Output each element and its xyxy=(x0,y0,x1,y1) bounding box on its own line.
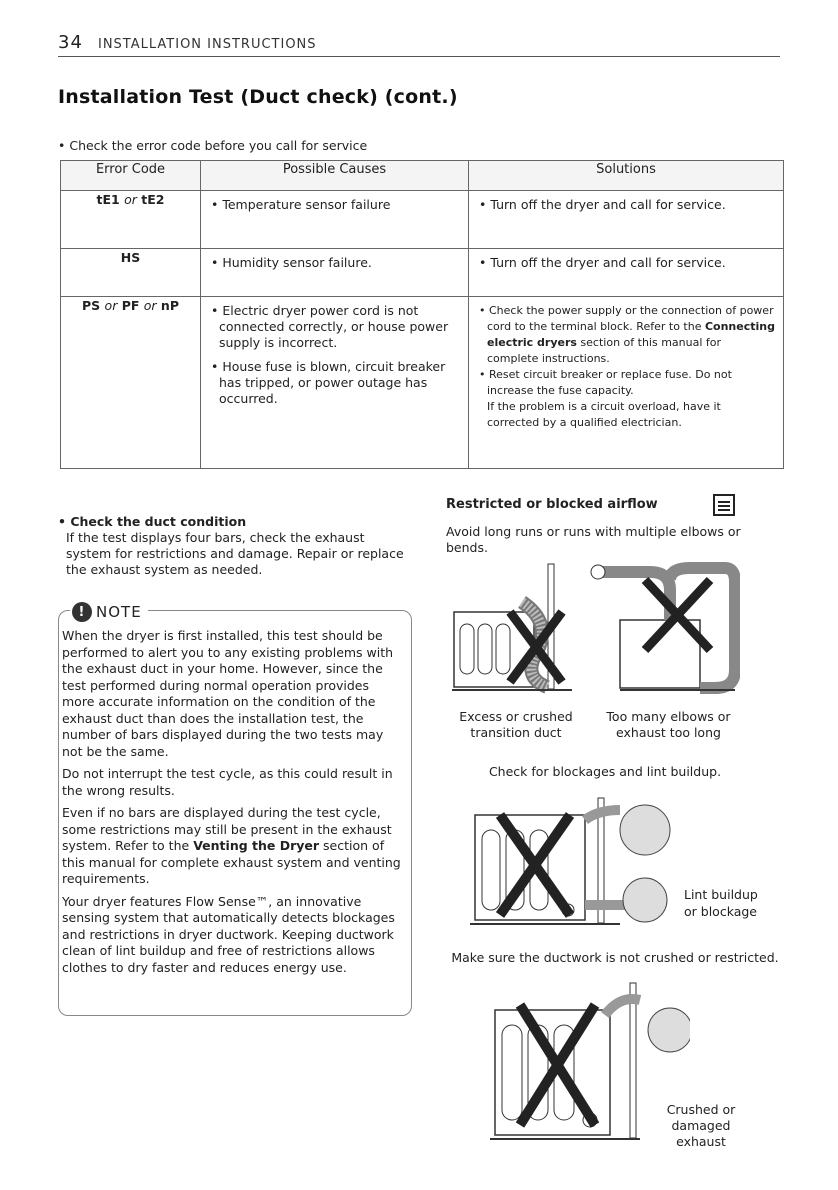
duct-condition-body: If the test displays four bars, check the exhaust system for restrictions and damage. Repair or replace the exhaust system as needed. xyxy=(66,530,404,577)
page-number: 34 xyxy=(58,32,83,53)
solution-cell: • Turn off the dryer and call for service. xyxy=(469,249,784,297)
table-header-row xyxy=(61,161,784,191)
table-row xyxy=(61,297,784,469)
section-name: INSTALLATION INSTRUCTIONS xyxy=(98,37,317,52)
error-code-table xyxy=(60,160,784,469)
crushed-ductwork-caption: Make sure the ductwork is not crushed or restricted. xyxy=(451,950,779,965)
intro-text: • Check the error code before you call for service xyxy=(58,138,368,153)
duct-condition-section xyxy=(58,514,408,578)
note-text xyxy=(62,628,402,982)
cause-cell: • Electric dryer power cord is not connected correctly, or house power supply is incorrect. • House fuse is blown, circuit breaker has tripped, or power outage has occurred. xyxy=(201,297,469,469)
lint-blockage-illustration xyxy=(470,790,680,930)
caption-crushed-transition: Excess or crushed transition duct xyxy=(459,709,573,740)
note-paragraph: When the dryer is first installed, this test should be performed to alert you to any existing problems with the exhaust duct in your home. However, since the test performed during normal operation provides more accurate information on the condition of the exhaust duct than does the installation test, the number of bars displayed during the two tests may not be the same. xyxy=(62,628,394,759)
solution-cell: • Check the power supply or the connection of power cord to the terminal block. Refer to the Connecting electric dryers section of this manual for complete instructions. • Reset circuit breaker or replace fuse. Do not increase the fuse capacity. If the problem is a circuit overload, have it corrected by a qualified electrician. xyxy=(469,297,784,469)
page-title: Installation Test (Duct check) (cont.) xyxy=(58,86,458,108)
caption-lint-buildup: Lint buildup or blockage xyxy=(684,887,758,919)
elbows-illustration xyxy=(590,560,740,695)
exclamation-icon: ! xyxy=(72,602,92,622)
column-header: Possible Causes xyxy=(201,161,469,191)
cause-cell: • Humidity sensor failure. xyxy=(201,249,469,297)
error-code-cell: HS xyxy=(61,249,201,297)
caption-too-many-elbows: Too many elbows or exhaust too long xyxy=(606,709,731,740)
note-paragraph: Do not interrupt the test cycle, as this could result in the wrong results. xyxy=(62,766,393,798)
column-header: Error Code xyxy=(61,161,201,191)
page-header xyxy=(58,30,780,57)
error-code-cell: tE1 or tE2 xyxy=(61,191,201,249)
note-paragraph: Even if no bars are displayed during the test cycle, some restrictions may still be present in the exhaust system. Refer to the Venting the Dryer section of this manual for complete exhaust system and venting requirements. xyxy=(62,805,401,886)
cause-cell: • Temperature sensor failure xyxy=(201,191,469,249)
note-paragraph: Your dryer features Flow Sense™, an innovative sensing system that automatically detects blockages and restrictions in dryer ductwork. Keeping ductwork clean of lint buildup and free of restrictions allows clothes to dry faster and reduces energy use. xyxy=(62,893,395,975)
column-header: Solutions xyxy=(469,161,784,191)
table-row xyxy=(61,249,784,297)
duct-condition-heading: • Check the duct condition xyxy=(58,514,247,529)
crushed-duct-illustration xyxy=(452,562,587,697)
check-blockages-caption: Check for blockages and lint buildup. xyxy=(488,764,722,779)
warning-box-icon xyxy=(713,494,735,516)
error-code-cell: PS or PF or nP xyxy=(61,297,201,469)
table-row xyxy=(61,191,784,249)
solution-cell: • Turn off the dryer and call for service. xyxy=(469,191,784,249)
caption-crushed-exhaust: Crushed or damaged exhaust xyxy=(666,1102,736,1149)
airflow-text: Avoid long runs or runs with multiple elbows or bends. xyxy=(446,524,741,555)
airflow-heading: Restricted or blocked airflow xyxy=(446,497,658,512)
note-label: ! NOTE xyxy=(70,602,148,622)
